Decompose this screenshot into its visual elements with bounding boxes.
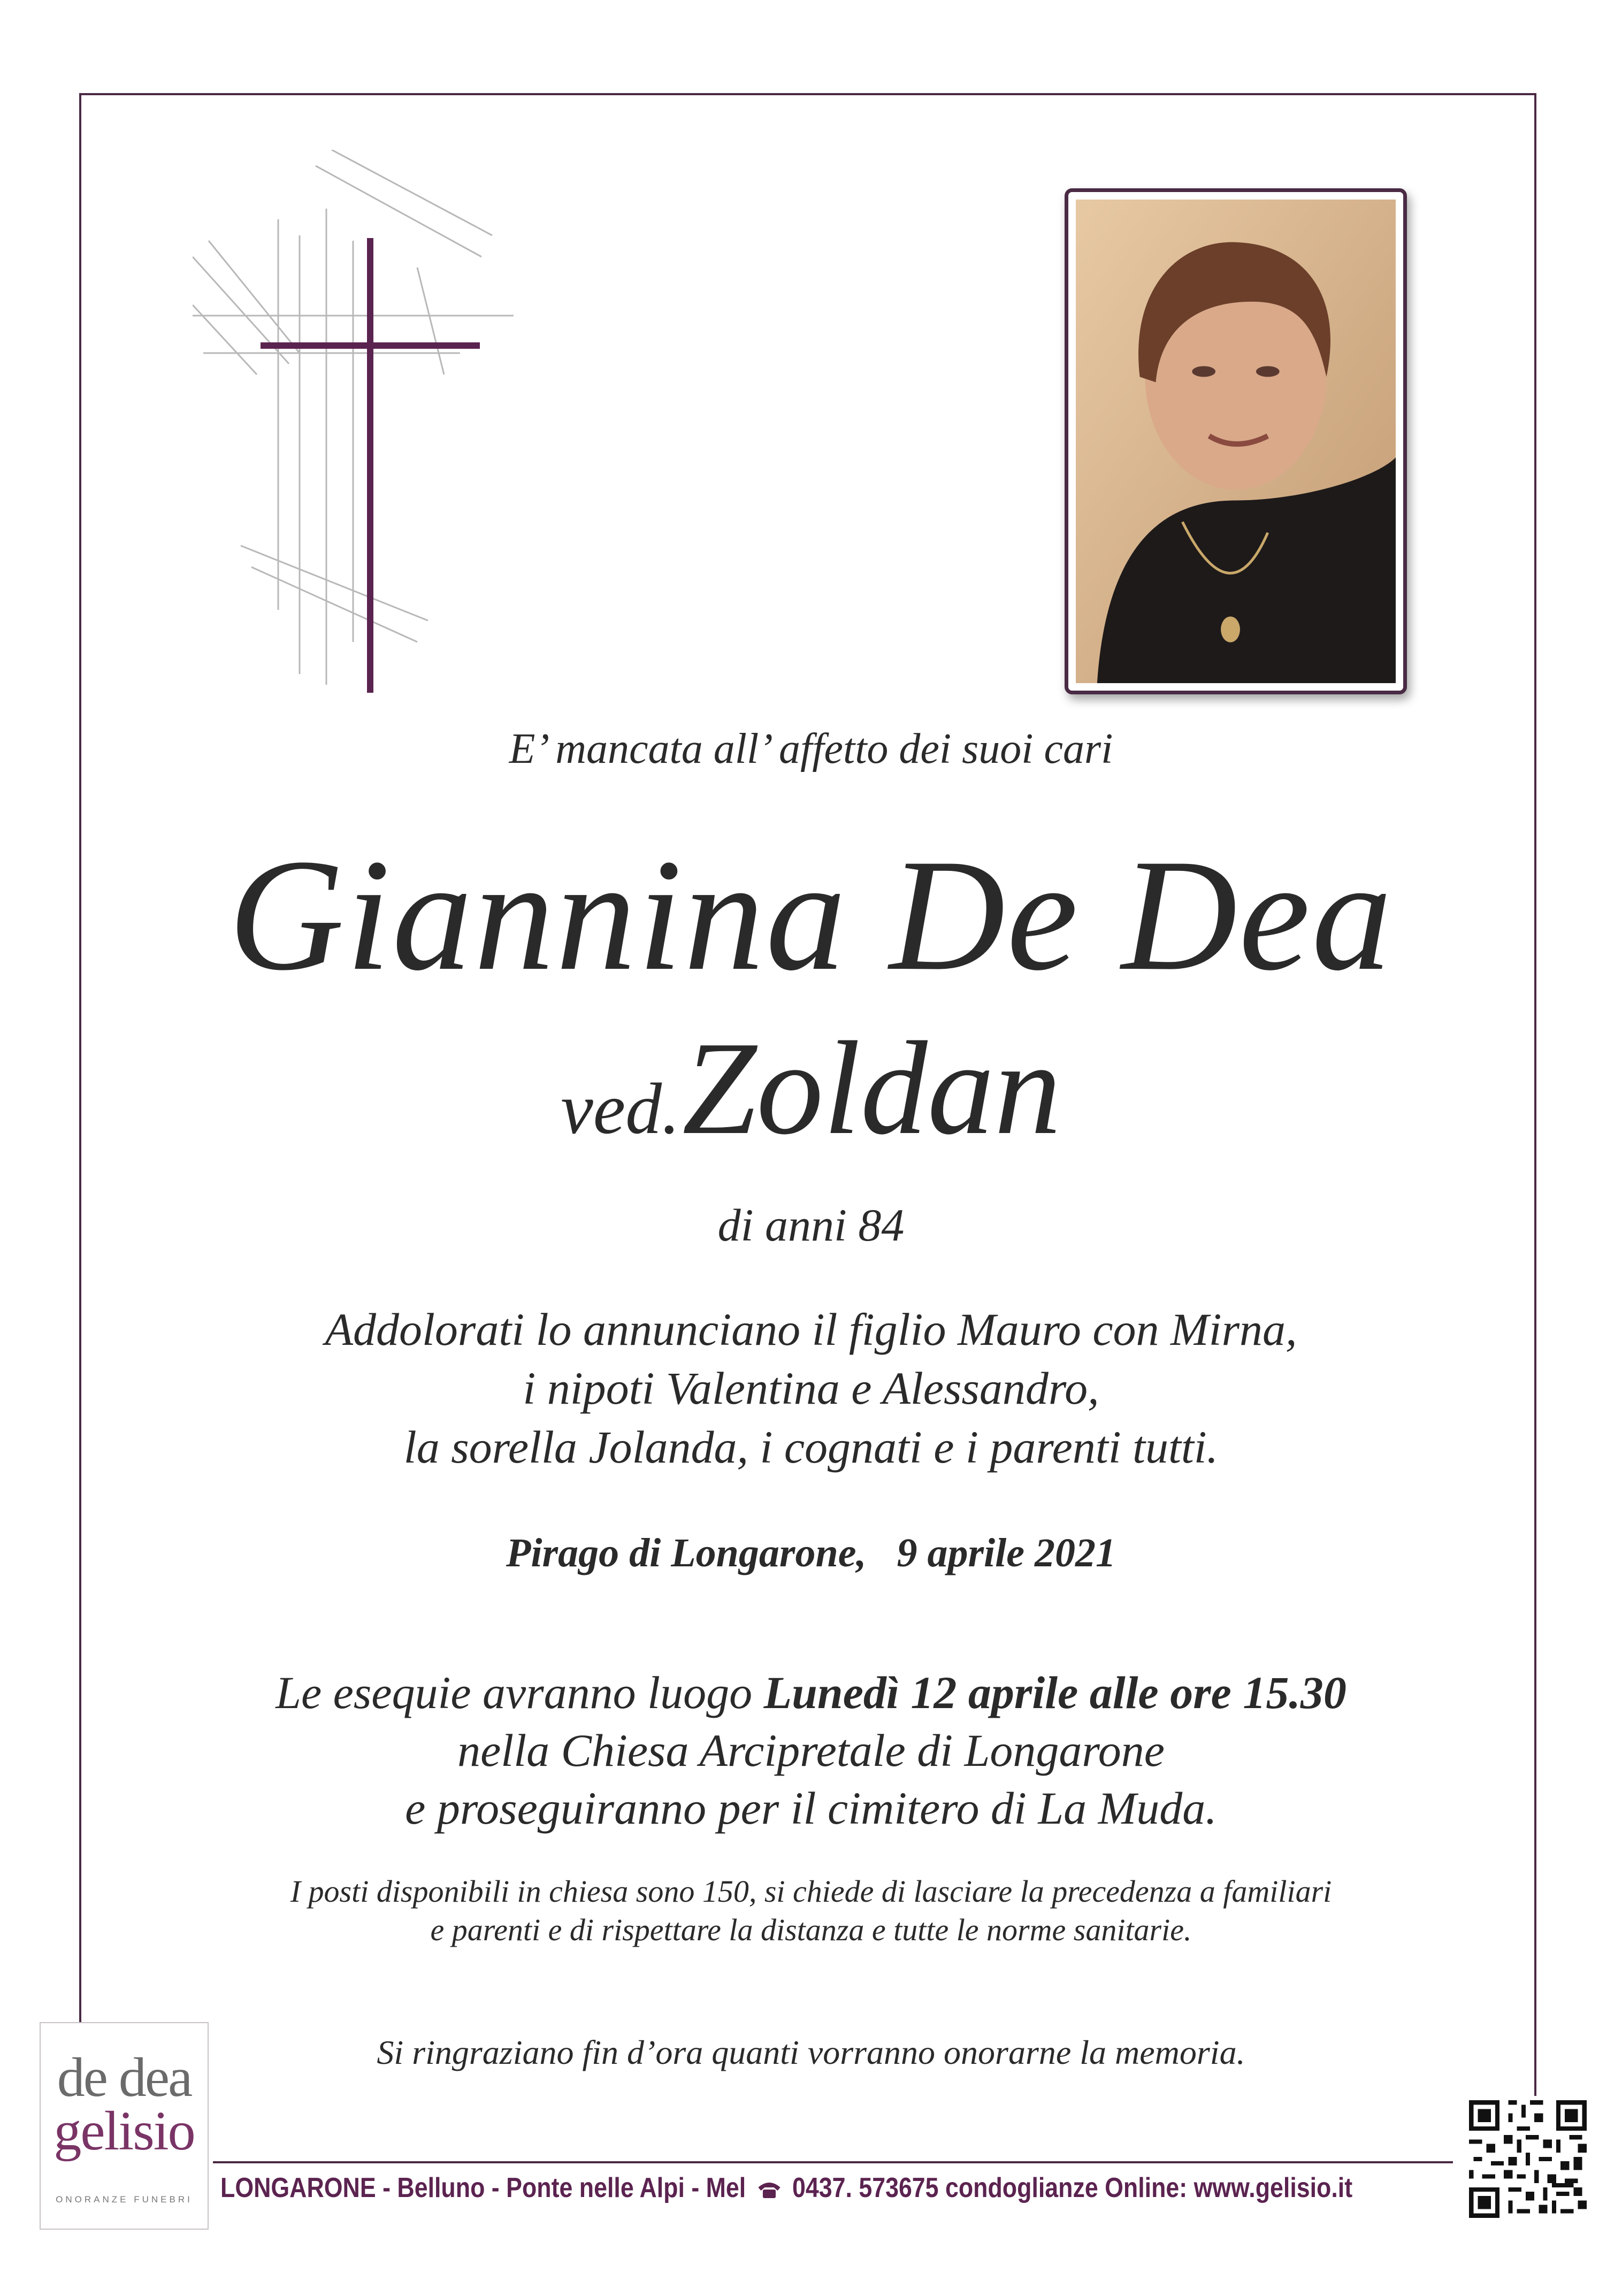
ved-prefix: ved.: [561, 1069, 680, 1149]
qr-code[interactable]: [1465, 2096, 1591, 2222]
footer-contacts: [220, 2172, 1353, 2204]
announcement-line: la sorella Jolanda, i cognati e i parenti tutti.: [403, 1421, 1219, 1473]
announcement-line: i nipoti Valentina e Alessandro,: [523, 1363, 1099, 1414]
footer-online[interactable]: condoglianze Online: www.gelisio.it: [945, 2172, 1353, 2203]
phone-icon: [756, 2180, 782, 2199]
funeral-info: [0, 1664, 1622, 1837]
deceased-name: Giannina De Dea: [228, 826, 1394, 1004]
notice-line: e parenti e di rispettare la distanza e tutte le norme sanitarie.: [430, 1912, 1192, 1947]
logo-line-1: de dea: [57, 2047, 192, 2108]
footer-locations: LONGARONE - Belluno - Ponte nelle Alpi - Mel: [220, 2172, 746, 2203]
funeral-datetime: Lunedì 12 aprile alle ore 15.30: [763, 1667, 1346, 1718]
married-name-line: [0, 1014, 1622, 1162]
married-name: Zoldan: [682, 1014, 1061, 1162]
footer-phone: 0437. 573675: [792, 2172, 939, 2203]
footer-divider: [213, 2161, 1453, 2163]
funeral-line-1: [0, 1664, 1622, 1721]
logo-tagline: ONORANZE FUNEBRI: [56, 2194, 193, 2205]
intro-text: E’ mancata all’ affetto dei suoi cari: [509, 725, 1113, 772]
announcement: [0, 1300, 1622, 1476]
thanks-text: Si ringraziano fin d’ora quanti vorranno onorarne la memoria.: [377, 2033, 1245, 2071]
age-text: di anni 84: [717, 1199, 905, 1251]
place-date: Pirago di Longarone, 9 aprile 2021: [506, 1530, 1116, 1575]
logo-line-2: gelisio: [53, 2100, 195, 2162]
announcement-line: Addolorati lo annunciano il figlio Mauro con Mirna,: [325, 1304, 1297, 1355]
notice-line: I posti disponibili in chiesa sono 150, si chiede di lasciare la precedenza a familiari: [290, 1874, 1332, 1909]
portrait-photo: [1065, 188, 1407, 694]
funeral-prefix: Le esequie avranno luogo: [276, 1667, 764, 1718]
cross-icon: [193, 150, 535, 695]
funeral-line-3: e proseguiranno per il cimitero di La Muda.: [405, 1782, 1217, 1834]
seating-notice: [0, 1872, 1622, 1949]
funeral-line-2: nella Chiesa Arcipretale di Longarone: [457, 1725, 1165, 1776]
company-logo: [40, 2022, 209, 2230]
